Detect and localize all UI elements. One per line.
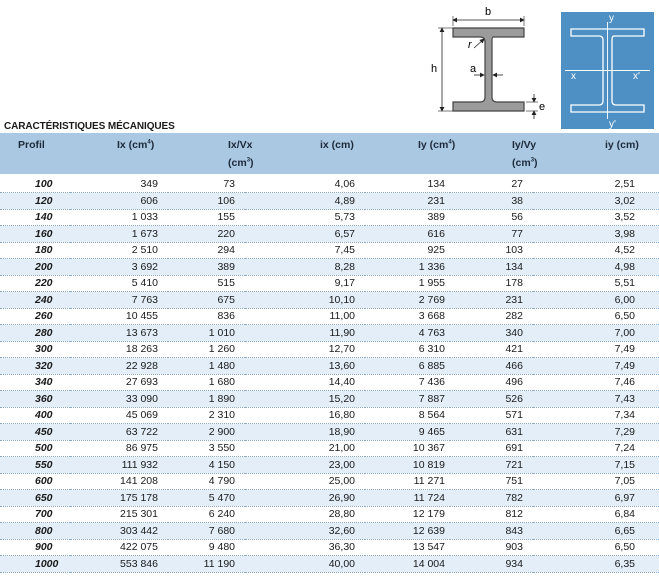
value-cell: 16,80 [245, 407, 365, 424]
value-cell: 3,52 [533, 209, 659, 226]
axis-label-y: y [609, 13, 614, 24]
value-cell: 12 179 [365, 506, 450, 523]
mechanical-properties-table [0, 176, 659, 573]
value-cell: 27 693 [70, 374, 168, 391]
table-row [0, 556, 659, 573]
value-cell: 3,02 [533, 193, 659, 210]
value-cell: 10 367 [365, 440, 450, 457]
value-cell: 27 [450, 176, 533, 193]
table-row [0, 292, 659, 309]
value-cell: 7 763 [70, 292, 168, 309]
profile-cell: 360 [0, 391, 70, 408]
value-cell: 631 [450, 424, 533, 441]
profile-cell: 140 [0, 209, 70, 226]
table-row [0, 325, 659, 342]
value-cell: 6,97 [533, 490, 659, 507]
value-cell: 2 510 [70, 242, 168, 259]
table-row [0, 523, 659, 540]
value-cell: 4 790 [168, 473, 245, 490]
value-cell: 40,00 [245, 556, 365, 573]
profile-cell: 200 [0, 259, 70, 276]
profile-cell: 800 [0, 523, 70, 540]
value-cell: 10,10 [245, 292, 365, 309]
table-row [0, 440, 659, 457]
value-cell: 11 271 [365, 473, 450, 490]
value-cell: 7,49 [533, 341, 659, 358]
profile-cell: 450 [0, 424, 70, 441]
value-cell: 18 263 [70, 341, 168, 358]
value-cell: 340 [450, 325, 533, 342]
value-cell: 7,29 [533, 424, 659, 441]
col-header-profil: Profil [18, 139, 45, 151]
value-cell: 6 240 [168, 506, 245, 523]
label-h: h [430, 63, 438, 75]
table-row [0, 275, 659, 292]
value-cell: 6 310 [365, 341, 450, 358]
value-cell: 33 090 [70, 391, 168, 408]
value-cell: 7,24 [533, 440, 659, 457]
value-cell: 4 150 [168, 457, 245, 474]
value-cell: 389 [365, 209, 450, 226]
value-cell: 56 [450, 209, 533, 226]
value-cell: 1 010 [168, 325, 245, 342]
profile-cell: 220 [0, 275, 70, 292]
value-cell: 9 465 [365, 424, 450, 441]
value-cell: 3 692 [70, 259, 168, 276]
value-cell: 13 547 [365, 539, 450, 556]
col-header-ix: Ix $(cm^4)$ [117, 139, 155, 151]
value-cell: 903 [450, 539, 533, 556]
value-cell: 73 [168, 176, 245, 193]
table-row [0, 539, 659, 556]
value-cell: 10 819 [365, 457, 450, 474]
value-cell: 8,28 [245, 259, 365, 276]
value-cell: 1 336 [365, 259, 450, 276]
value-cell: 77 [450, 226, 533, 243]
value-cell: 111 932 [70, 457, 168, 474]
profile-cell: 100 [0, 176, 70, 193]
value-cell: 4,98 [533, 259, 659, 276]
table-row [0, 358, 659, 375]
value-cell: 9,17 [245, 275, 365, 292]
profile-cell: 550 [0, 457, 70, 474]
value-cell: 7 887 [365, 391, 450, 408]
value-cell: 9 480 [168, 539, 245, 556]
table-row [0, 407, 659, 424]
profile-cell: 240 [0, 292, 70, 309]
value-cell: 925 [365, 242, 450, 259]
value-cell: 36,30 [245, 539, 365, 556]
value-cell: 303 442 [70, 523, 168, 540]
value-cell: 220 [168, 226, 245, 243]
value-cell: 515 [168, 275, 245, 292]
profile-cell: 340 [0, 374, 70, 391]
profile-cell: 700 [0, 506, 70, 523]
label-b: b [484, 6, 492, 18]
value-cell: 155 [168, 209, 245, 226]
value-cell: 10 455 [70, 308, 168, 325]
ibeam-axes-diagram [561, 12, 654, 129]
value-cell: 7 436 [365, 374, 450, 391]
value-cell: 782 [450, 490, 533, 507]
table-row [0, 506, 659, 523]
value-cell: 5 410 [70, 275, 168, 292]
value-cell: 141 208 [70, 473, 168, 490]
value-cell: 721 [450, 457, 533, 474]
value-cell: 6,35 [533, 556, 659, 573]
value-cell: 6,84 [533, 506, 659, 523]
col-header-ix-radius: ix (cm) [320, 139, 354, 151]
value-cell: 215 301 [70, 506, 168, 523]
value-cell: 11,90 [245, 325, 365, 342]
value-cell: 63 722 [70, 424, 168, 441]
value-cell: 231 [450, 292, 533, 309]
value-cell: 13 673 [70, 325, 168, 342]
value-cell: 691 [450, 440, 533, 457]
value-cell: 12,70 [245, 341, 365, 358]
value-cell: 496 [450, 374, 533, 391]
table-row [0, 226, 659, 243]
value-cell: 25,00 [245, 473, 365, 490]
table-row [0, 391, 659, 408]
profile-cell: 500 [0, 440, 70, 457]
section-title: CARACTÉRISTIQUES MÉCANIQUES [4, 121, 175, 132]
value-cell: 21,00 [245, 440, 365, 457]
label-e: e [539, 101, 546, 113]
value-cell: 6,57 [245, 226, 365, 243]
value-cell: 22 928 [70, 358, 168, 375]
ibeam-dimension-diagram [420, 2, 555, 122]
value-cell: 526 [450, 391, 533, 408]
value-cell: 5,51 [533, 275, 659, 292]
value-cell: 1 260 [168, 341, 245, 358]
value-cell: 6,50 [533, 308, 659, 325]
value-cell: 1 955 [365, 275, 450, 292]
value-cell: 4,06 [245, 176, 365, 193]
label-a: a [470, 63, 477, 75]
axis-label-y-prime: y' [609, 119, 616, 129]
value-cell: 5,73 [245, 209, 365, 226]
value-cell: 4,89 [245, 193, 365, 210]
value-cell: 7,49 [533, 358, 659, 375]
value-cell: 836 [168, 308, 245, 325]
value-cell: 422 075 [70, 539, 168, 556]
value-cell: 2 900 [168, 424, 245, 441]
value-cell: 1 033 [70, 209, 168, 226]
value-cell: 6,65 [533, 523, 659, 540]
value-cell: 86 975 [70, 440, 168, 457]
value-cell: 178 [450, 275, 533, 292]
value-cell: 4 763 [365, 325, 450, 342]
value-cell: 349 [70, 176, 168, 193]
value-cell: 4,52 [533, 242, 659, 259]
profile-cell: 260 [0, 308, 70, 325]
value-cell: 11 190 [168, 556, 245, 573]
value-cell: 3,98 [533, 226, 659, 243]
table-row [0, 341, 659, 358]
table-row [0, 193, 659, 210]
table-row [0, 176, 659, 193]
value-cell: 606 [70, 193, 168, 210]
value-cell: 45 069 [70, 407, 168, 424]
value-cell: 12 639 [365, 523, 450, 540]
col-header-iy: Iy $(cm^4)$ [418, 139, 456, 151]
value-cell: 1 480 [168, 358, 245, 375]
col-header-iy-vy-unit: $(cm^3)$ [512, 157, 538, 169]
value-cell: 466 [450, 358, 533, 375]
col-header-iy-radius: iy (cm) [605, 139, 639, 151]
value-cell: 1 890 [168, 391, 245, 408]
value-cell: 5 470 [168, 490, 245, 507]
value-cell: 421 [450, 341, 533, 358]
label-r: r [468, 39, 472, 51]
table-row [0, 259, 659, 276]
table-row [0, 374, 659, 391]
value-cell: 106 [168, 193, 245, 210]
value-cell: 13,60 [245, 358, 365, 375]
value-cell: 934 [450, 556, 533, 573]
value-cell: 32,60 [245, 523, 365, 540]
profile-cell: 600 [0, 473, 70, 490]
profile-cell: 280 [0, 325, 70, 342]
axis-label-x-prime: x' [633, 71, 640, 82]
value-cell: 843 [450, 523, 533, 540]
value-cell: 23,00 [245, 457, 365, 474]
table-row [0, 209, 659, 226]
value-cell: 14 004 [365, 556, 450, 573]
value-cell: 11,00 [245, 308, 365, 325]
value-cell: 2 310 [168, 407, 245, 424]
value-cell: 1 680 [168, 374, 245, 391]
value-cell: 231 [365, 193, 450, 210]
profile-cell: 320 [0, 358, 70, 375]
table-row [0, 457, 659, 474]
value-cell: 282 [450, 308, 533, 325]
profile-cell: 160 [0, 226, 70, 243]
value-cell: 616 [365, 226, 450, 243]
value-cell: 6,00 [533, 292, 659, 309]
axis-label-x: x [571, 71, 576, 82]
value-cell: 389 [168, 259, 245, 276]
col-header-iy-vy: Iy/Vy [512, 139, 537, 151]
value-cell: 175 178 [70, 490, 168, 507]
value-cell: 7,45 [245, 242, 365, 259]
value-cell: 7 680 [168, 523, 245, 540]
value-cell: 7,34 [533, 407, 659, 424]
value-cell: 6 885 [365, 358, 450, 375]
value-cell: 7,43 [533, 391, 659, 408]
value-cell: 8 564 [365, 407, 450, 424]
value-cell: 571 [450, 407, 533, 424]
table-row [0, 308, 659, 325]
value-cell: 3 668 [365, 308, 450, 325]
value-cell: 553 846 [70, 556, 168, 573]
value-cell: 134 [365, 176, 450, 193]
profile-cell: 120 [0, 193, 70, 210]
value-cell: 11 724 [365, 490, 450, 507]
profile-cell: 180 [0, 242, 70, 259]
profile-cell: 400 [0, 407, 70, 424]
table-row [0, 473, 659, 490]
value-cell: 6,50 [533, 539, 659, 556]
value-cell: 26,90 [245, 490, 365, 507]
value-cell: 1 673 [70, 226, 168, 243]
value-cell: 294 [168, 242, 245, 259]
table-row [0, 424, 659, 441]
value-cell: 812 [450, 506, 533, 523]
value-cell: 38 [450, 193, 533, 210]
table-row [0, 242, 659, 259]
profile-cell: 300 [0, 341, 70, 358]
value-cell: 7,00 [533, 325, 659, 342]
value-cell: 18,90 [245, 424, 365, 441]
value-cell: 3 550 [168, 440, 245, 457]
col-header-ix-vx: Ix/Vx [228, 139, 253, 151]
value-cell: 28,80 [245, 506, 365, 523]
value-cell: 675 [168, 292, 245, 309]
table-header [0, 133, 659, 174]
value-cell: 7,15 [533, 457, 659, 474]
table-row [0, 490, 659, 507]
value-cell: 7,46 [533, 374, 659, 391]
value-cell: 14,40 [245, 374, 365, 391]
value-cell: 134 [450, 259, 533, 276]
value-cell: 2 769 [365, 292, 450, 309]
value-cell: 103 [450, 242, 533, 259]
profile-cell: 900 [0, 539, 70, 556]
profile-cell: 650 [0, 490, 70, 507]
col-header-ix-vx-unit: $(cm^3)$ [228, 157, 254, 169]
value-cell: 7,05 [533, 473, 659, 490]
value-cell: 751 [450, 473, 533, 490]
value-cell: 15,20 [245, 391, 365, 408]
profile-cell: 1000 [0, 556, 70, 573]
value-cell: 2,51 [533, 176, 659, 193]
